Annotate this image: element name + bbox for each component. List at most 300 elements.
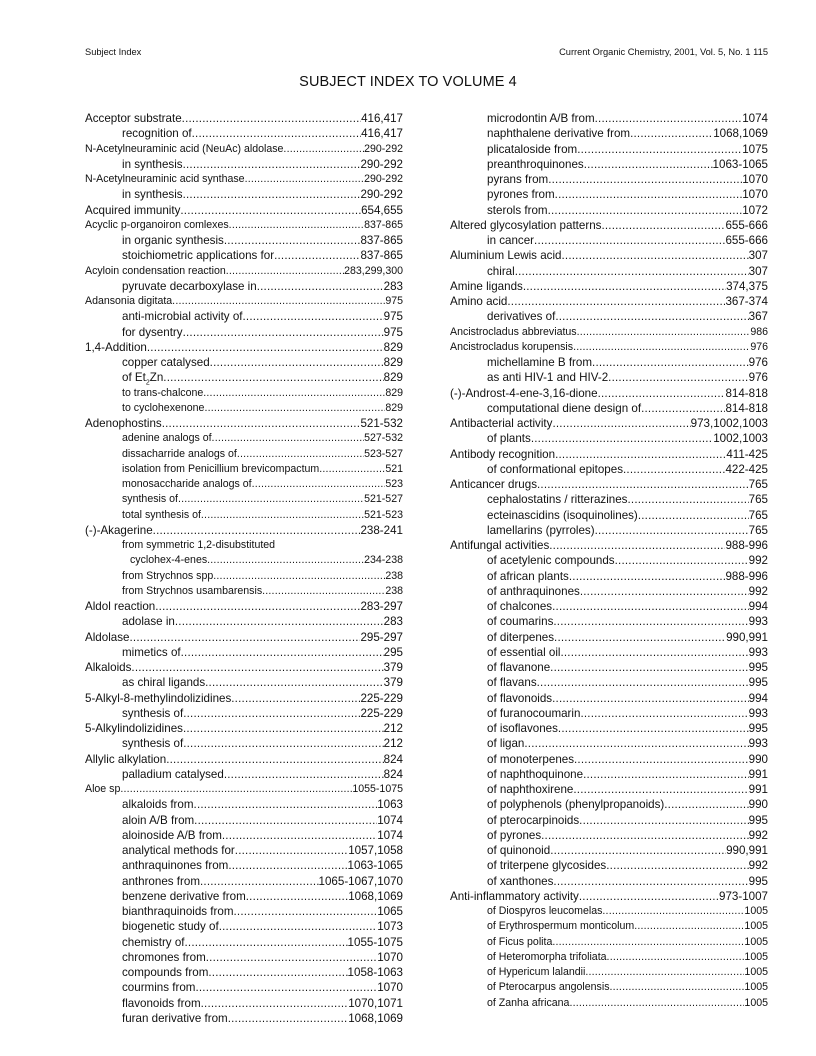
dot-leader — [541, 828, 749, 843]
page-numbers: 521-523 — [364, 508, 403, 521]
index-term: of chalcones — [487, 600, 553, 613]
dot-leader — [163, 370, 383, 385]
page-numbers: 973,1002,1003 — [690, 417, 768, 430]
index-entry — [450, 538, 768, 553]
dot-leader — [224, 233, 361, 248]
page-numbers: 422-425 — [725, 462, 768, 476]
page-numbers: 991 — [748, 767, 768, 781]
page-numbers: 1005 — [744, 966, 768, 978]
index-term: synthesis of — [122, 706, 184, 720]
index-subentry — [85, 553, 403, 568]
page-numbers: 283-297 — [360, 600, 403, 613]
page-numbers: 1005 — [744, 935, 768, 948]
dot-leader — [231, 691, 360, 706]
index-term: of ligan — [487, 737, 525, 751]
index-term: ecteinascidins (isoquinolines) — [487, 508, 638, 522]
page-numbers: 829 — [383, 371, 403, 385]
dot-leader — [245, 172, 365, 187]
page-numbers: 994 — [748, 600, 768, 613]
index-subentry — [450, 950, 768, 965]
index-subentry — [85, 767, 403, 782]
page-numbers: 837-865 — [364, 218, 403, 231]
index-term: of Zanha africana — [487, 996, 570, 1009]
index-entry — [450, 889, 768, 904]
index-term: derivatives of — [487, 310, 556, 324]
index-term: Alkaloids — [85, 661, 132, 674]
page-numbers: 1063-1065 — [712, 157, 768, 171]
index-subentry — [85, 279, 403, 294]
page-numbers: 416,417 — [361, 112, 403, 125]
index-subentry — [450, 721, 768, 736]
index-subentry — [85, 919, 403, 934]
index-term: as chiral ligands — [122, 676, 206, 690]
dot-leader — [206, 950, 377, 965]
dot-leader — [195, 980, 377, 995]
index-subentry — [450, 614, 768, 629]
index-subentry — [85, 401, 403, 416]
running-header-journal: Current Organic Chemistry, 2001, Vol. 5, No. 1 115 — [559, 47, 768, 57]
index-term: Acquired immunity — [85, 203, 181, 217]
dot-leader — [537, 675, 749, 690]
index-term: of naphthoquinone — [487, 767, 584, 781]
dot-leader — [569, 569, 726, 584]
index-subentry — [450, 157, 768, 172]
page-numbers: 837-865 — [360, 249, 403, 263]
dot-leader — [552, 416, 690, 431]
index-subentry — [85, 706, 403, 721]
dot-leader — [129, 630, 360, 645]
page-numbers: 829 — [385, 401, 403, 414]
page-numbers: 1005 — [744, 950, 768, 963]
index-subentry — [450, 630, 768, 645]
page-numbers: 814-818 — [725, 386, 768, 400]
index-term: plicataloside from — [487, 142, 578, 156]
index-subentry — [85, 462, 403, 477]
dot-leader — [560, 645, 748, 660]
index-subentry — [450, 752, 768, 767]
index-subentry — [85, 813, 403, 828]
index-subentry — [85, 614, 403, 629]
page-numbers: 988-996 — [725, 569, 768, 583]
page-numbers: 1074 — [377, 813, 403, 827]
index-subentry — [450, 782, 768, 797]
index-subentry — [450, 203, 768, 218]
index-subentry — [450, 492, 768, 507]
page-numbers: 1074 — [377, 828, 403, 842]
index-subentry — [85, 157, 403, 172]
dot-leader — [552, 599, 749, 614]
index-entry — [85, 203, 403, 218]
index-subentry — [85, 386, 403, 401]
page-numbers: 1068,1069 — [348, 889, 403, 903]
page-numbers: 992 — [748, 859, 768, 873]
dot-leader — [548, 203, 743, 218]
page-numbers: 234-238 — [364, 554, 403, 567]
index-term: of Pterocarpus angolensis — [487, 981, 610, 994]
index-term: anti-microbial activity of — [122, 310, 243, 324]
index-term: chiral — [487, 264, 515, 278]
index-term: of conformational epitopes — [487, 462, 623, 476]
index-entry — [85, 172, 403, 187]
index-term: of Erythrospermum monticolum — [487, 920, 635, 933]
dot-leader — [224, 767, 384, 782]
page-numbers: 990,991 — [726, 844, 768, 857]
index-term: chemistry of — [122, 935, 185, 949]
index-subentry — [85, 355, 403, 370]
dot-leader — [257, 279, 384, 294]
dot-leader — [228, 1011, 349, 1026]
index-term: of essential oil — [487, 645, 561, 659]
index-term: Anti-inflammatory activity — [450, 889, 579, 903]
dot-leader — [203, 386, 385, 401]
index-subentry — [85, 538, 403, 553]
dot-leader — [226, 264, 344, 279]
dot-leader — [550, 843, 726, 858]
index-subentry — [85, 874, 403, 889]
page-numbers: 824 — [383, 752, 403, 766]
index-term: compounds from — [122, 966, 209, 979]
page-numbers: 986 — [750, 325, 768, 338]
index-term: recognition of — [122, 127, 192, 141]
index-subentry — [450, 813, 768, 828]
dot-leader — [192, 126, 361, 141]
page-numbers: 374,375 — [726, 279, 768, 293]
dot-leader — [208, 965, 347, 980]
index-entry — [85, 721, 403, 736]
index-term: copper catalysed — [122, 356, 210, 369]
index-entry — [450, 340, 768, 355]
page-numbers: 283,299,300 — [344, 264, 403, 277]
index-term: 1,4-Addition — [85, 340, 147, 354]
page-numbers: 290-292 — [360, 157, 403, 171]
page-numbers: 307 — [748, 249, 768, 263]
index-subentry — [450, 523, 768, 538]
dot-leader — [595, 523, 749, 538]
index-entry — [85, 660, 403, 675]
index-term: from Strychnos usambarensis — [122, 584, 263, 597]
index-term: anthraquinones from — [122, 859, 229, 873]
index-subentry — [85, 233, 403, 248]
index-term: of flavanone — [487, 661, 551, 674]
dot-leader — [237, 447, 364, 462]
page-numbers: 829 — [383, 340, 403, 354]
dot-leader — [120, 782, 352, 797]
page-numbers: 1068,1069 — [713, 127, 768, 141]
dot-leader — [552, 935, 744, 950]
dot-leader — [573, 782, 748, 797]
page-numbers: 1005 — [744, 920, 768, 933]
page-numbers: 523-527 — [364, 447, 403, 460]
index-term: Aldol reaction — [85, 600, 156, 613]
index-entry — [85, 630, 403, 645]
index-subentry — [450, 843, 768, 858]
dot-leader — [638, 508, 749, 523]
index-subentry — [85, 828, 403, 843]
dot-leader — [623, 462, 725, 477]
index-term: of anthraquinones — [487, 584, 580, 598]
dot-leader — [204, 401, 385, 416]
index-term: N-Acetylneuraminic acid synthase — [85, 173, 245, 185]
dot-leader — [147, 340, 384, 355]
dot-leader — [608, 370, 749, 385]
page-numbers: 238-241 — [360, 523, 403, 537]
page-numbers: 225-229 — [360, 691, 403, 705]
dot-leader — [595, 111, 743, 126]
page-numbers: 1075 — [742, 142, 768, 156]
index-term: sterols from — [487, 203, 548, 217]
index-term: of quinonoid — [487, 844, 551, 857]
dot-leader — [641, 401, 725, 416]
index-term: stoichiometric applications for — [122, 249, 275, 263]
page-numbers: 995 — [748, 813, 768, 827]
index-subentry — [450, 706, 768, 721]
dot-leader — [523, 279, 726, 294]
dot-leader — [574, 752, 749, 767]
page-numbers: 212 — [383, 722, 403, 735]
index-term: of diterpenes — [487, 630, 555, 644]
page-numbers: 976 — [748, 371, 768, 385]
dot-leader — [553, 614, 748, 629]
index-term: Amino acid — [450, 295, 508, 308]
index-term: in synthesis — [122, 157, 183, 171]
dot-leader — [606, 858, 748, 873]
page-numbers: 1055-1075 — [352, 783, 403, 795]
index-term: adolase in — [122, 615, 175, 629]
index-term: biogenetic study of — [122, 920, 219, 934]
index-entry — [85, 142, 403, 157]
dot-leader — [577, 142, 742, 157]
dot-leader — [153, 523, 361, 538]
index-term: Aldolase — [85, 630, 130, 644]
dot-leader — [234, 904, 378, 919]
page-numbers: 1074 — [742, 112, 768, 125]
index-subentry — [85, 645, 403, 660]
index-subentry — [450, 233, 768, 248]
index-subentry — [450, 935, 768, 950]
index-subentry — [85, 584, 403, 599]
index-subentry — [85, 736, 403, 751]
index-subentry — [450, 462, 768, 477]
index-subentry — [450, 767, 768, 782]
index-subentry — [85, 508, 403, 523]
index-term: of monoterpenes — [487, 752, 575, 766]
index-entry — [85, 523, 403, 538]
dot-leader — [155, 599, 360, 614]
dot-leader — [183, 187, 361, 202]
index-subentry — [85, 447, 403, 462]
index-term: of flavans — [487, 676, 537, 690]
dot-leader — [283, 142, 364, 157]
index-subentry — [450, 553, 768, 568]
index-term: of naphthoxirene — [487, 783, 574, 796]
dot-leader — [607, 950, 745, 965]
dot-leader — [610, 980, 745, 995]
index-subentry — [450, 645, 768, 660]
index-term: of Hypericum lalandii — [487, 966, 586, 978]
page-numbers: 994 — [748, 691, 768, 705]
page-numbers: 975 — [383, 310, 403, 324]
index-entry — [450, 386, 768, 401]
index-term: computational diene design of — [487, 401, 642, 415]
index-entry — [450, 447, 768, 462]
page-numbers: 976 — [750, 340, 768, 353]
index-subentry — [85, 477, 403, 492]
index-subentry — [450, 172, 768, 187]
index-term: cephalostatins / ritterazines — [487, 493, 628, 507]
dot-leader — [180, 203, 361, 218]
index-subentry — [85, 187, 403, 202]
index-term: Acyloin condensation reaction — [85, 264, 226, 277]
dot-leader — [274, 248, 360, 263]
index-subentry — [450, 264, 768, 279]
index-term: to cyclohexenone — [122, 401, 205, 414]
dot-leader — [507, 294, 725, 309]
page-numbers: 1070 — [742, 188, 768, 202]
dot-leader — [222, 828, 377, 843]
page-numbers: 993 — [748, 615, 768, 629]
dot-leader — [235, 843, 348, 858]
dot-leader — [185, 935, 348, 950]
index-subentry — [450, 111, 768, 126]
index-term: in synthesis — [122, 188, 183, 202]
index-term: of african plants — [487, 569, 569, 583]
index-term: pyrones from — [487, 188, 555, 202]
index-column-left — [85, 111, 403, 1026]
index-entry — [85, 111, 403, 126]
dot-leader — [627, 492, 748, 507]
index-term: cyclohex-4-enes — [130, 554, 208, 567]
index-subentry — [450, 569, 768, 584]
index-subentry — [85, 904, 403, 919]
index-entry — [85, 752, 403, 767]
dot-leader — [577, 325, 751, 340]
dot-leader — [212, 431, 365, 446]
page-numbers: 521-527 — [364, 493, 403, 506]
page-numbers: 367-374 — [725, 295, 768, 308]
index-term: courmins from — [122, 981, 196, 995]
index-subentry — [85, 309, 403, 324]
index-subentry — [450, 401, 768, 416]
index-term: of $Et_2Zn$ — [122, 371, 164, 386]
index-entry — [85, 782, 403, 797]
index-subentry — [85, 370, 403, 385]
dot-leader — [548, 172, 742, 187]
page-numbers: 1063-1065 — [347, 859, 403, 873]
page-numbers: 1070 — [377, 950, 403, 964]
page-numbers: 765 — [748, 478, 768, 491]
page-numbers: 283 — [383, 615, 403, 629]
dot-leader — [552, 691, 749, 706]
dot-leader — [592, 355, 749, 370]
dot-leader — [537, 477, 749, 492]
page-numbers: 829 — [385, 386, 403, 399]
dot-leader — [181, 645, 384, 660]
index-subentry — [450, 828, 768, 843]
index-subentry — [450, 309, 768, 324]
page-numbers: 527-532 — [364, 432, 403, 445]
index-term: Ancistrocladus abbreviatus — [450, 325, 577, 338]
page-numbers: 990 — [748, 798, 768, 812]
dot-leader — [580, 706, 748, 721]
dot-leader — [615, 553, 749, 568]
index-term: from Strychnos spp — [122, 569, 214, 582]
page-numbers: 995 — [748, 874, 768, 888]
index-term: of triterpene glycosides — [487, 859, 607, 873]
page-numbers: 295 — [383, 645, 403, 659]
index-term: of isoflavones — [487, 722, 558, 735]
index-term: Acyclic p-organoiron comlexes — [85, 218, 229, 231]
index-subentry — [85, 797, 403, 812]
page-numbers: 1070,1071 — [348, 996, 403, 1010]
dot-leader — [183, 325, 384, 340]
index-term: Adenophostins — [85, 417, 162, 430]
index-subentry — [450, 797, 768, 812]
index-term: for dysentry — [122, 325, 183, 339]
dot-leader — [583, 767, 749, 782]
running-header — [85, 47, 768, 61]
index-term: 5-Alkyl-8-methylindolizidines — [85, 691, 232, 705]
dot-leader — [585, 965, 744, 980]
page-numbers: 1055-1075 — [347, 935, 403, 949]
index-subentry — [450, 858, 768, 873]
page-numbers: 975 — [385, 295, 403, 307]
page-numbers: 975 — [383, 325, 403, 339]
dot-leader — [166, 752, 383, 767]
index-term: microdontin A/B from — [487, 112, 595, 125]
index-term: Altered glycosylation patterns — [450, 218, 602, 232]
dot-leader — [555, 447, 726, 462]
index-term: (-)-Androst-4-ene-3,16-dione — [450, 386, 598, 400]
dot-leader — [549, 538, 725, 553]
index-subentry — [450, 691, 768, 706]
index-term: isolation from Penicillium brevicompactum — [122, 462, 320, 475]
page-numbers: 307 — [748, 264, 768, 278]
index-entry — [85, 691, 403, 706]
index-term: aloinoside A/B from — [122, 828, 222, 842]
index-subentry — [85, 1011, 403, 1026]
index-term: Adansonia digitata — [85, 295, 173, 307]
index-entry — [85, 416, 403, 431]
page-numbers: 295-297 — [360, 630, 403, 644]
page-title: SUBJECT INDEX TO VOLUME 4 — [299, 74, 517, 90]
index-term: Antibody recognition — [450, 447, 556, 461]
dot-leader — [579, 889, 719, 904]
index-term: furan derivative from — [122, 1011, 228, 1025]
dot-leader — [555, 309, 748, 324]
index-term: 5-Alkylindolizidines — [85, 722, 183, 735]
dot-leader — [558, 721, 749, 736]
page-numbers: 1065-1067,1070 — [318, 874, 403, 888]
dot-leader — [210, 355, 384, 370]
index-term: bianthraquinoids from — [122, 905, 234, 918]
index-subentry — [450, 599, 768, 614]
page-numbers: 988-996 — [725, 539, 768, 552]
page-numbers: 824 — [383, 767, 403, 781]
index-subentry — [85, 843, 403, 858]
index-term: of pterocarpinoids — [487, 813, 580, 827]
dot-leader — [554, 630, 726, 645]
dot-leader — [524, 736, 748, 751]
dot-leader — [579, 813, 748, 828]
dot-leader — [182, 111, 361, 126]
index-term: Allylic alkylation — [85, 752, 167, 766]
dot-leader — [602, 904, 744, 919]
index-entry — [450, 294, 768, 309]
index-entry — [85, 599, 403, 614]
index-term: Aluminium Lewis acid — [450, 249, 562, 263]
page-numbers: 765 — [748, 523, 768, 537]
dot-leader — [200, 874, 319, 889]
